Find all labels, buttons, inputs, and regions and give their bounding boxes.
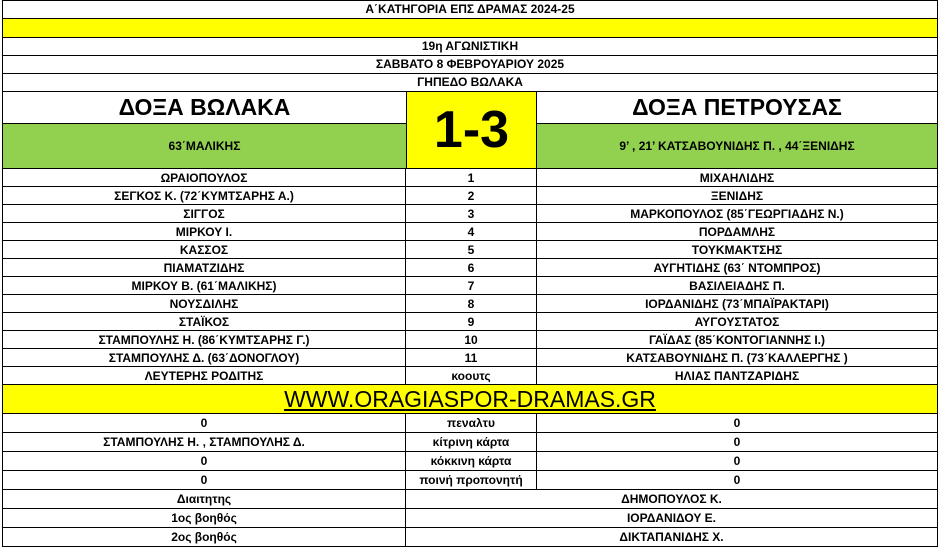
shirt-number: 11 (406, 349, 537, 366)
home-stat: 0 (3, 471, 406, 489)
lineup-row (2, 277, 938, 295)
away-team-name: ΔΟΞΑ ΠΕΤΡΟΥΣΑΣ (537, 92, 937, 124)
home-stat: ΣΤΑΜΠΟΥΛΗΣ Η. , ΣΤΑΜΠΟΥΛΗΣ Δ. (3, 433, 406, 451)
home-player: ΝΟΥΣΔΙΛΗΣ (3, 295, 406, 312)
match-report-sheet (2, 0, 938, 547)
home-player: ΜΙΡΚΟΥ Β. (61΄ΜΑΛΙΚΗΣ) (3, 277, 406, 294)
away-player: ΚΑΤΣΑΒΟΥΝΙΔΗΣ Π. (73΄ΚΑΛΛΕΡΓΗΣ ) (626, 350, 848, 365)
lineup-row (2, 205, 938, 223)
away-stat: 0 (733, 435, 741, 449)
stats-row (2, 414, 938, 433)
official-name: ΙΟΡΔΑΝΙΔΟΥ Ε. (626, 511, 717, 525)
stats-row (2, 433, 938, 452)
lineup-row (2, 241, 938, 259)
away-player: ΓΑΪΔΑΣ (85΄ΚΟΝΤΟΓΙΑΝΝΗΣ Ι.) (648, 332, 826, 347)
shirt-number: 4 (406, 223, 537, 240)
league-title: Α΄ΚΑΤΗΓΟΡΙΑ ΕΠΣ ΔΡΑΜΑΣ 2024-25 (365, 2, 575, 16)
shirt-number: 1 (406, 169, 537, 186)
away-player: ΤΟΥΚΜΑΚΤΣΗΣ (691, 242, 783, 257)
stats-row (2, 452, 938, 471)
official-role: Διαιτητης (3, 490, 406, 508)
lineup-row (2, 223, 938, 241)
away-player: ΞΕΝΙΔΗΣ (710, 188, 764, 203)
home-player: ΣΙΓΓΟΣ (3, 205, 406, 222)
shirt-number: 7 (406, 277, 537, 294)
match-venue: ΓΗΠΕΔΟ ΒΩΛΑΚΑ (417, 75, 523, 89)
shirt-number: 10 (406, 331, 537, 348)
officials-table (2, 490, 938, 547)
stat-label: κίτρινη κάρτα (406, 433, 537, 451)
home-scorers: 63΄ΜΑΛΙΚΗΣ (3, 124, 406, 168)
official-row (2, 509, 938, 528)
website-link[interactable]: WWW.ORAGIASPOR-DRAMAS.GR (284, 385, 656, 412)
away-player: ΙΟΡΔΑΝΙΔΗΣ (73΄ΜΠΑΪΡΑΚΤΑΡΙ) (645, 296, 829, 311)
final-score: 1-3 (406, 92, 537, 168)
match-date: ΣΑΒΒΑΤΟ 8 ΦΕΒΡΟΥΑΡΙΟΥ 2025 (375, 57, 565, 71)
home-player: ΜΙΡΚΟΥ Ι. (3, 223, 406, 240)
official-role: 2ος βοηθός (3, 528, 406, 546)
stat-label: κόκκινη κάρτα (406, 452, 537, 470)
shirt-number: 6 (406, 259, 537, 276)
home-stat: 0 (3, 452, 406, 470)
stats-table (2, 414, 938, 490)
shirt-number: 2 (406, 187, 537, 204)
league-title-row (2, 0, 938, 19)
yellow-spacer-row (2, 19, 938, 38)
home-player: ΣΤΑΜΠΟΥΛΗΣ Δ. (63΄ΔΟΝΟΓΛΟΥ) (3, 349, 406, 366)
away-stat: 0 (733, 416, 741, 430)
away-player: ΑΥΓΗΤΙΔΗΣ (63΄ ΝΤΟΜΠΡΟΣ) (653, 260, 821, 275)
home-team-column (3, 92, 406, 168)
lineup-row (2, 259, 938, 277)
away-player: ΠΟΡΔΑΜΛΗΣ (698, 224, 776, 239)
shirt-number: 5 (406, 241, 537, 258)
official-role: 1ος βοηθός (3, 509, 406, 527)
official-row (2, 490, 938, 509)
home-stat: 0 (3, 414, 406, 432)
away-player: ΗΛΙΑΣ ΠΑΝΤΖΑΡΙΔΗΣ (674, 368, 800, 383)
official-row (2, 528, 938, 547)
lineup-table (2, 169, 938, 385)
lineup-row (2, 169, 938, 187)
official-name: ΔΙΚΤΑΠΑΝΙΔΗΣ Χ. (619, 530, 724, 544)
home-player: ΣΤΑΪΚΟΣ (3, 313, 406, 330)
website-row (2, 385, 938, 414)
home-player: ΛΕΥΤΕΡΗΣ ΡΟΔΙΤΗΣ (3, 367, 406, 384)
lineup-row (2, 367, 938, 385)
official-name: ΔΗΜΟΠΟΥΛΟΣ Κ. (621, 492, 722, 506)
shirt-number: 3 (406, 205, 537, 222)
score-block (2, 92, 938, 169)
home-team-name: ΔΟΞΑ ΒΩΛΑΚΑ (3, 92, 406, 124)
away-player: ΒΑΣΙΛΕΙΑΔΗΣ Π. (689, 278, 785, 293)
away-player: ΑΥΓΟΥΣΤΑΤΟΣ (694, 314, 780, 329)
home-player: ΚΑΣΣΟΣ (3, 241, 406, 258)
stats-row (2, 471, 938, 490)
lineup-row (2, 331, 938, 349)
lineup-row (2, 349, 938, 367)
away-player: ΜΙΧΑΗΛΙΔΗΣ (699, 170, 775, 185)
shirt-number: 9 (406, 313, 537, 330)
round-label: 19η ΑΓΩΝΙΣΤΙΚΗ (421, 39, 519, 53)
date-row (2, 56, 938, 74)
lineup-row (2, 295, 938, 313)
lineup-row (2, 187, 938, 205)
away-player: ΜΑΡΚΟΠΟΥΛΟΣ (85΄ΓΕΩΡΓΙΑΔΗΣ Ν.) (630, 206, 844, 221)
shirt-number: 8 (406, 295, 537, 312)
shirt-number: κοουτς (406, 367, 537, 384)
away-stat: 0 (733, 473, 741, 487)
away-stat: 0 (733, 454, 741, 468)
home-player: ΣΤΑΜΠΟΥΛΗΣ Η. (86΄ΚΥΜΤΣΑΡΗΣ Γ.) (3, 331, 406, 348)
away-team-column (537, 92, 937, 168)
lineup-row (2, 313, 938, 331)
home-player: ΣΕΓΚΟΣ Κ. (72΄ΚΥΜΤΣΑΡΗΣ Α.) (3, 187, 406, 204)
home-player: ΠΙΑΜΑΤΖΙΔΗΣ (3, 259, 406, 276)
away-scorers: 9’ , 21’ ΚΑΤΣΑΒΟΥΝΙΔΗΣ Π. , 44΄ΞΕΝΙΔΗΣ (537, 124, 937, 168)
round-row (2, 38, 938, 56)
home-player: ΩΡΑΙΟΠΟΥΛΟΣ (3, 169, 406, 186)
venue-row (2, 74, 938, 92)
stat-label: ποινή προπονητή (406, 471, 537, 489)
stat-label: πεναλτυ (406, 414, 537, 432)
